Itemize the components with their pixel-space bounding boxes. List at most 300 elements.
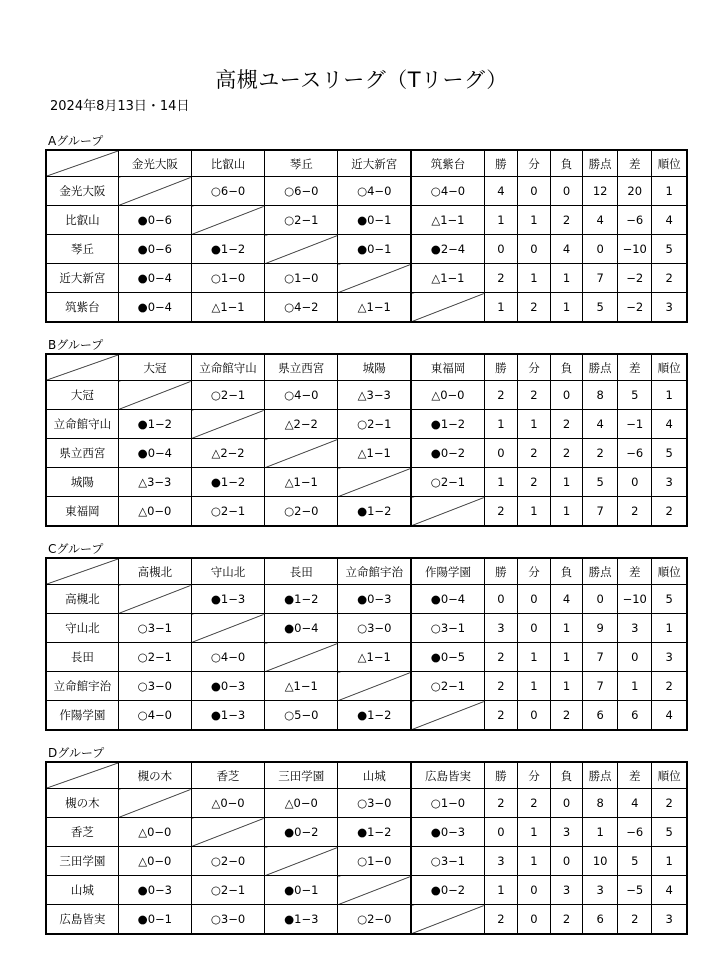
page-title: 高槻ユースリーグ（Tリーグ） <box>215 68 508 92</box>
diagonal-cell <box>118 585 191 614</box>
column-team-header: 広島皆実 <box>411 762 484 789</box>
match-result: ○3−1 <box>118 614 191 643</box>
group-section <box>45 338 688 527</box>
match-date: 2024年8月13日・14日 <box>50 99 190 114</box>
row-team-name: 大冠 <box>46 381 118 410</box>
stat-value: 2 <box>551 439 583 468</box>
stat-value: 6 <box>618 701 652 731</box>
row-team-name: 比叡山 <box>46 206 118 235</box>
match-result: ●2−4 <box>411 235 484 264</box>
stat-value: 20 <box>618 177 652 206</box>
table-row <box>46 672 687 701</box>
column-team-header: 城陽 <box>338 354 411 381</box>
stat-header: 分 <box>517 354 550 381</box>
match-result: ●0−3 <box>191 672 264 701</box>
row-team-name: 県立西宮 <box>46 439 118 468</box>
match-result: ○1−0 <box>265 264 338 293</box>
diagonal-cell <box>265 643 338 672</box>
stat-value: 0 <box>551 177 583 206</box>
row-team-name: 守山北 <box>46 614 118 643</box>
stat-value: 5 <box>583 293 618 323</box>
match-result: △1−1 <box>411 264 484 293</box>
stat-value: 3 <box>551 876 583 905</box>
column-team-header: 東福岡 <box>411 354 484 381</box>
stat-value: 3 <box>652 643 687 672</box>
group-label: Dグループ <box>48 746 105 760</box>
stat-value: 2 <box>618 905 652 935</box>
stat-value: 2 <box>652 789 687 818</box>
stat-header: 勝 <box>484 762 517 789</box>
match-result: ○4−0 <box>265 381 338 410</box>
diagonal-cell <box>118 789 191 818</box>
stat-value: 1 <box>551 672 583 701</box>
match-result: ●0−2 <box>265 818 338 847</box>
stat-value: −2 <box>618 293 652 323</box>
match-result: ●1−2 <box>338 818 411 847</box>
stat-value: 1 <box>484 410 517 439</box>
stat-value: 5 <box>652 439 687 468</box>
column-team-header: 槻の木 <box>118 762 191 789</box>
stat-value: 2 <box>517 293 550 323</box>
stat-value: 1 <box>652 177 687 206</box>
stat-value: −1 <box>618 410 652 439</box>
column-team-header: 長田 <box>265 558 338 585</box>
row-team-name: 近大新宮 <box>46 264 118 293</box>
stat-value: 4 <box>652 701 687 731</box>
table-row <box>46 789 687 818</box>
match-result: ●1−2 <box>191 235 264 264</box>
stat-value: −10 <box>618 585 652 614</box>
table-row <box>46 206 687 235</box>
row-team-name: 槻の木 <box>46 789 118 818</box>
match-result: △3−3 <box>118 468 191 497</box>
stat-value: 2 <box>551 905 583 935</box>
stat-header: 負 <box>551 762 583 789</box>
stat-value: 1 <box>517 206 550 235</box>
stat-header: 順位 <box>652 762 687 789</box>
match-result: ○5−0 <box>265 701 338 731</box>
stat-value: −6 <box>618 818 652 847</box>
stat-value: 0 <box>484 439 517 468</box>
table-row <box>46 905 687 935</box>
match-result: ●1−2 <box>338 497 411 527</box>
stat-header: 差 <box>618 354 652 381</box>
match-result: ○1−0 <box>191 264 264 293</box>
match-result: △2−2 <box>191 439 264 468</box>
stat-value: 3 <box>484 847 517 876</box>
stat-value: −5 <box>618 876 652 905</box>
stat-value: 0 <box>517 701 550 731</box>
diagonal-cell <box>265 439 338 468</box>
match-result: ○2−0 <box>338 905 411 935</box>
stat-header: 順位 <box>652 558 687 585</box>
stat-value: 4 <box>618 789 652 818</box>
stat-value: 3 <box>618 614 652 643</box>
stat-value: 2 <box>517 789 550 818</box>
table-row <box>46 381 687 410</box>
match-result: ○2−0 <box>265 497 338 527</box>
table-row <box>46 585 687 614</box>
stat-value: 9 <box>583 614 618 643</box>
stat-value: 4 <box>652 410 687 439</box>
stat-header: 勝 <box>484 354 517 381</box>
diagonal-cell <box>265 235 338 264</box>
stat-value: 6 <box>583 701 618 731</box>
stat-header: 差 <box>618 558 652 585</box>
group-label: Bグループ <box>48 338 104 352</box>
diagonal-cell <box>411 905 484 935</box>
table-row <box>46 235 687 264</box>
table-row <box>46 468 687 497</box>
stat-header: 負 <box>551 150 583 177</box>
match-result: ○2−1 <box>338 410 411 439</box>
stat-value: 6 <box>583 905 618 935</box>
table-row <box>46 497 687 527</box>
stat-value: 3 <box>484 614 517 643</box>
row-team-name: 金光大阪 <box>46 177 118 206</box>
row-team-name: 香芝 <box>46 818 118 847</box>
stat-value: 0 <box>484 818 517 847</box>
table-row <box>46 643 687 672</box>
match-result: ●0−2 <box>411 876 484 905</box>
diagonal-cell <box>191 614 264 643</box>
stat-value: 12 <box>583 177 618 206</box>
stat-value: 3 <box>583 876 618 905</box>
stat-header: 負 <box>551 354 583 381</box>
match-result: ●1−2 <box>411 410 484 439</box>
stat-value: −10 <box>618 235 652 264</box>
column-team-header: 高槻北 <box>118 558 191 585</box>
stat-value: 10 <box>583 847 618 876</box>
match-result: ●0−4 <box>118 293 191 323</box>
stat-value: 0 <box>484 235 517 264</box>
match-result: ●1−2 <box>265 585 338 614</box>
match-result: ●0−1 <box>118 905 191 935</box>
stat-value: 8 <box>583 789 618 818</box>
match-result: △3−3 <box>338 381 411 410</box>
stat-value: 1 <box>517 497 550 527</box>
stat-header: 分 <box>517 150 550 177</box>
stat-value: 1 <box>484 293 517 323</box>
match-result: ○1−0 <box>338 847 411 876</box>
match-result: ○2−1 <box>118 643 191 672</box>
stat-value: 1 <box>652 381 687 410</box>
match-result: ●1−3 <box>191 585 264 614</box>
match-result: ○2−1 <box>411 468 484 497</box>
stat-value: 1 <box>652 614 687 643</box>
diagonal-cell <box>338 672 411 701</box>
stat-value: 2 <box>484 789 517 818</box>
match-result: ●0−1 <box>338 206 411 235</box>
row-team-name: 東福岡 <box>46 497 118 527</box>
stat-value: 5 <box>618 381 652 410</box>
stat-value: 1 <box>517 847 550 876</box>
stat-value: 1 <box>583 818 618 847</box>
match-result: ○3−0 <box>338 614 411 643</box>
stat-value: 5 <box>652 585 687 614</box>
stat-value: 2 <box>484 264 517 293</box>
match-result: ○6−0 <box>191 177 264 206</box>
stat-header: 差 <box>618 762 652 789</box>
column-team-header: 立命館守山 <box>191 354 264 381</box>
match-result: ○3−0 <box>338 789 411 818</box>
stat-header: 勝点 <box>583 558 618 585</box>
match-result: ●0−4 <box>265 614 338 643</box>
match-result: ●1−3 <box>265 905 338 935</box>
row-team-name: 山城 <box>46 876 118 905</box>
stat-value: 2 <box>517 381 550 410</box>
stat-value: 0 <box>517 585 550 614</box>
match-result: ○2−1 <box>411 672 484 701</box>
stat-value: 2 <box>517 468 550 497</box>
column-team-header: 作陽学園 <box>411 558 484 585</box>
stat-value: 5 <box>618 847 652 876</box>
stat-value: 2 <box>484 497 517 527</box>
corner-cell <box>46 762 118 789</box>
diagonal-cell <box>191 818 264 847</box>
match-result: △0−0 <box>411 381 484 410</box>
match-result: ●0−3 <box>411 818 484 847</box>
stat-header: 順位 <box>652 354 687 381</box>
match-result: ○4−0 <box>118 701 191 731</box>
column-team-header: 近大新宮 <box>338 150 411 177</box>
stat-value: 2 <box>484 701 517 731</box>
match-result: ○2−0 <box>191 847 264 876</box>
stat-value: 1 <box>551 293 583 323</box>
match-result: ○2−1 <box>191 876 264 905</box>
match-result: △0−0 <box>265 789 338 818</box>
match-result: ○6−0 <box>265 177 338 206</box>
diagonal-cell <box>118 177 191 206</box>
stat-value: 7 <box>583 643 618 672</box>
diagonal-cell <box>338 876 411 905</box>
column-team-header: 県立西宮 <box>265 354 338 381</box>
stat-value: 0 <box>517 614 550 643</box>
stat-value: 0 <box>551 789 583 818</box>
match-result: ●0−1 <box>338 235 411 264</box>
stat-value: 0 <box>484 585 517 614</box>
stat-value: 2 <box>551 701 583 731</box>
match-result: ●0−5 <box>411 643 484 672</box>
match-result: △0−0 <box>118 847 191 876</box>
stat-value: 2 <box>583 439 618 468</box>
row-team-name: 立命館守山 <box>46 410 118 439</box>
stat-header: 分 <box>517 762 550 789</box>
match-result: ●1−3 <box>191 701 264 731</box>
match-result: ○4−0 <box>191 643 264 672</box>
match-result: ●1−2 <box>191 468 264 497</box>
table-row <box>46 439 687 468</box>
stat-header: 差 <box>618 150 652 177</box>
stat-value: −2 <box>618 264 652 293</box>
stat-value: 2 <box>484 643 517 672</box>
table-row <box>46 177 687 206</box>
row-team-name: 高槻北 <box>46 585 118 614</box>
stat-value: 8 <box>583 381 618 410</box>
stat-value: 4 <box>583 410 618 439</box>
stat-header: 順位 <box>652 150 687 177</box>
stat-value: 1 <box>551 497 583 527</box>
column-team-header: 山城 <box>338 762 411 789</box>
stat-value: 7 <box>583 672 618 701</box>
row-team-name: 琴丘 <box>46 235 118 264</box>
stat-header: 勝 <box>484 150 517 177</box>
row-team-name: 城陽 <box>46 468 118 497</box>
match-result: △1−1 <box>265 672 338 701</box>
stat-header: 勝点 <box>583 150 618 177</box>
stat-value: 1 <box>551 614 583 643</box>
stat-value: −6 <box>618 206 652 235</box>
group-section <box>45 134 688 323</box>
match-result: ○3−1 <box>411 847 484 876</box>
diagonal-cell <box>265 847 338 876</box>
stat-value: 3 <box>551 818 583 847</box>
match-result: △1−1 <box>338 293 411 323</box>
match-result: ●0−4 <box>411 585 484 614</box>
column-team-header: 比叡山 <box>191 150 264 177</box>
stat-value: 1 <box>484 468 517 497</box>
stat-value: 0 <box>551 847 583 876</box>
table-row <box>46 293 687 323</box>
stat-value: 1 <box>652 847 687 876</box>
row-team-name: 広島皆実 <box>46 905 118 935</box>
stat-value: 0 <box>583 235 618 264</box>
corner-cell <box>46 150 118 177</box>
stat-value: 7 <box>583 497 618 527</box>
table-row <box>46 847 687 876</box>
match-result: ○2−1 <box>265 206 338 235</box>
stat-value: 0 <box>517 905 550 935</box>
stat-value: 2 <box>618 497 652 527</box>
column-team-header: 三田学園 <box>265 762 338 789</box>
stat-value: 0 <box>618 643 652 672</box>
stat-value: 1 <box>517 818 550 847</box>
match-result: ●0−2 <box>411 439 484 468</box>
match-result: ○3−1 <box>411 614 484 643</box>
stat-value: 1 <box>551 468 583 497</box>
stat-value: 1 <box>517 410 550 439</box>
row-team-name: 筑紫台 <box>46 293 118 323</box>
diagonal-cell <box>411 701 484 731</box>
column-team-header: 金光大阪 <box>118 150 191 177</box>
stat-value: 0 <box>517 235 550 264</box>
column-team-header: 筑紫台 <box>411 150 484 177</box>
match-result: △1−1 <box>411 206 484 235</box>
column-team-header: 守山北 <box>191 558 264 585</box>
diagonal-cell <box>191 206 264 235</box>
stat-value: 2 <box>484 905 517 935</box>
match-result: ○4−0 <box>411 177 484 206</box>
stat-value: 0 <box>583 585 618 614</box>
stat-header: 勝 <box>484 558 517 585</box>
group-section <box>45 746 688 935</box>
stat-value: 2 <box>551 206 583 235</box>
stat-value: 2 <box>551 410 583 439</box>
stat-value: −6 <box>618 439 652 468</box>
row-team-name: 立命館宇治 <box>46 672 118 701</box>
stat-value: 4 <box>551 585 583 614</box>
stat-value: 0 <box>517 876 550 905</box>
league-table <box>45 761 688 935</box>
diagonal-cell <box>191 410 264 439</box>
stat-value: 2 <box>652 497 687 527</box>
stat-value: 3 <box>652 293 687 323</box>
match-result: ○2−1 <box>191 497 264 527</box>
stat-value: 4 <box>652 876 687 905</box>
match-result: △0−0 <box>118 497 191 527</box>
match-result: ●0−3 <box>118 876 191 905</box>
table-row <box>46 410 687 439</box>
group-label: Cグループ <box>48 542 104 556</box>
stat-value: 1 <box>517 264 550 293</box>
match-result: ○4−0 <box>338 177 411 206</box>
corner-cell <box>46 354 118 381</box>
stat-value: 3 <box>652 905 687 935</box>
match-result: △0−0 <box>118 818 191 847</box>
stat-value: 1 <box>517 643 550 672</box>
diagonal-cell <box>338 264 411 293</box>
table-row <box>46 876 687 905</box>
column-team-header: 大冠 <box>118 354 191 381</box>
stat-value: 1 <box>484 876 517 905</box>
stat-value: 4 <box>551 235 583 264</box>
league-table <box>45 353 688 527</box>
league-table <box>45 149 688 323</box>
column-team-header: 立命館宇治 <box>338 558 411 585</box>
diagonal-cell <box>411 497 484 527</box>
stat-value: 2 <box>652 264 687 293</box>
match-result: △1−1 <box>191 293 264 323</box>
match-result: ○3−0 <box>191 905 264 935</box>
match-result: ●0−6 <box>118 206 191 235</box>
match-result: ●0−4 <box>118 439 191 468</box>
match-result: △1−1 <box>338 643 411 672</box>
match-result: ○2−1 <box>191 381 264 410</box>
stat-header: 勝点 <box>583 354 618 381</box>
row-team-name: 長田 <box>46 643 118 672</box>
table-row <box>46 614 687 643</box>
match-result: ●1−2 <box>338 701 411 731</box>
corner-cell <box>46 558 118 585</box>
table-row <box>46 818 687 847</box>
stat-value: 0 <box>618 468 652 497</box>
stat-value: 2 <box>484 672 517 701</box>
match-result: ●1−2 <box>118 410 191 439</box>
stat-value: 2 <box>484 381 517 410</box>
match-result: △1−1 <box>338 439 411 468</box>
match-result: △1−1 <box>265 468 338 497</box>
stat-header: 負 <box>551 558 583 585</box>
stat-value: 1 <box>618 672 652 701</box>
stat-value: 1 <box>551 643 583 672</box>
stat-value: 4 <box>652 206 687 235</box>
column-team-header: 琴丘 <box>265 150 338 177</box>
row-team-name: 作陽学園 <box>46 701 118 731</box>
stat-value: 4 <box>484 177 517 206</box>
group-section <box>45 542 688 731</box>
match-result: ●0−3 <box>338 585 411 614</box>
stat-value: 5 <box>583 468 618 497</box>
stat-value: 1 <box>484 206 517 235</box>
stat-value: 2 <box>652 672 687 701</box>
match-result: △0−0 <box>191 789 264 818</box>
diagonal-cell <box>118 381 191 410</box>
stat-header: 勝点 <box>583 762 618 789</box>
table-row <box>46 701 687 731</box>
stat-value: 0 <box>551 381 583 410</box>
row-team-name: 三田学園 <box>46 847 118 876</box>
table-row <box>46 264 687 293</box>
